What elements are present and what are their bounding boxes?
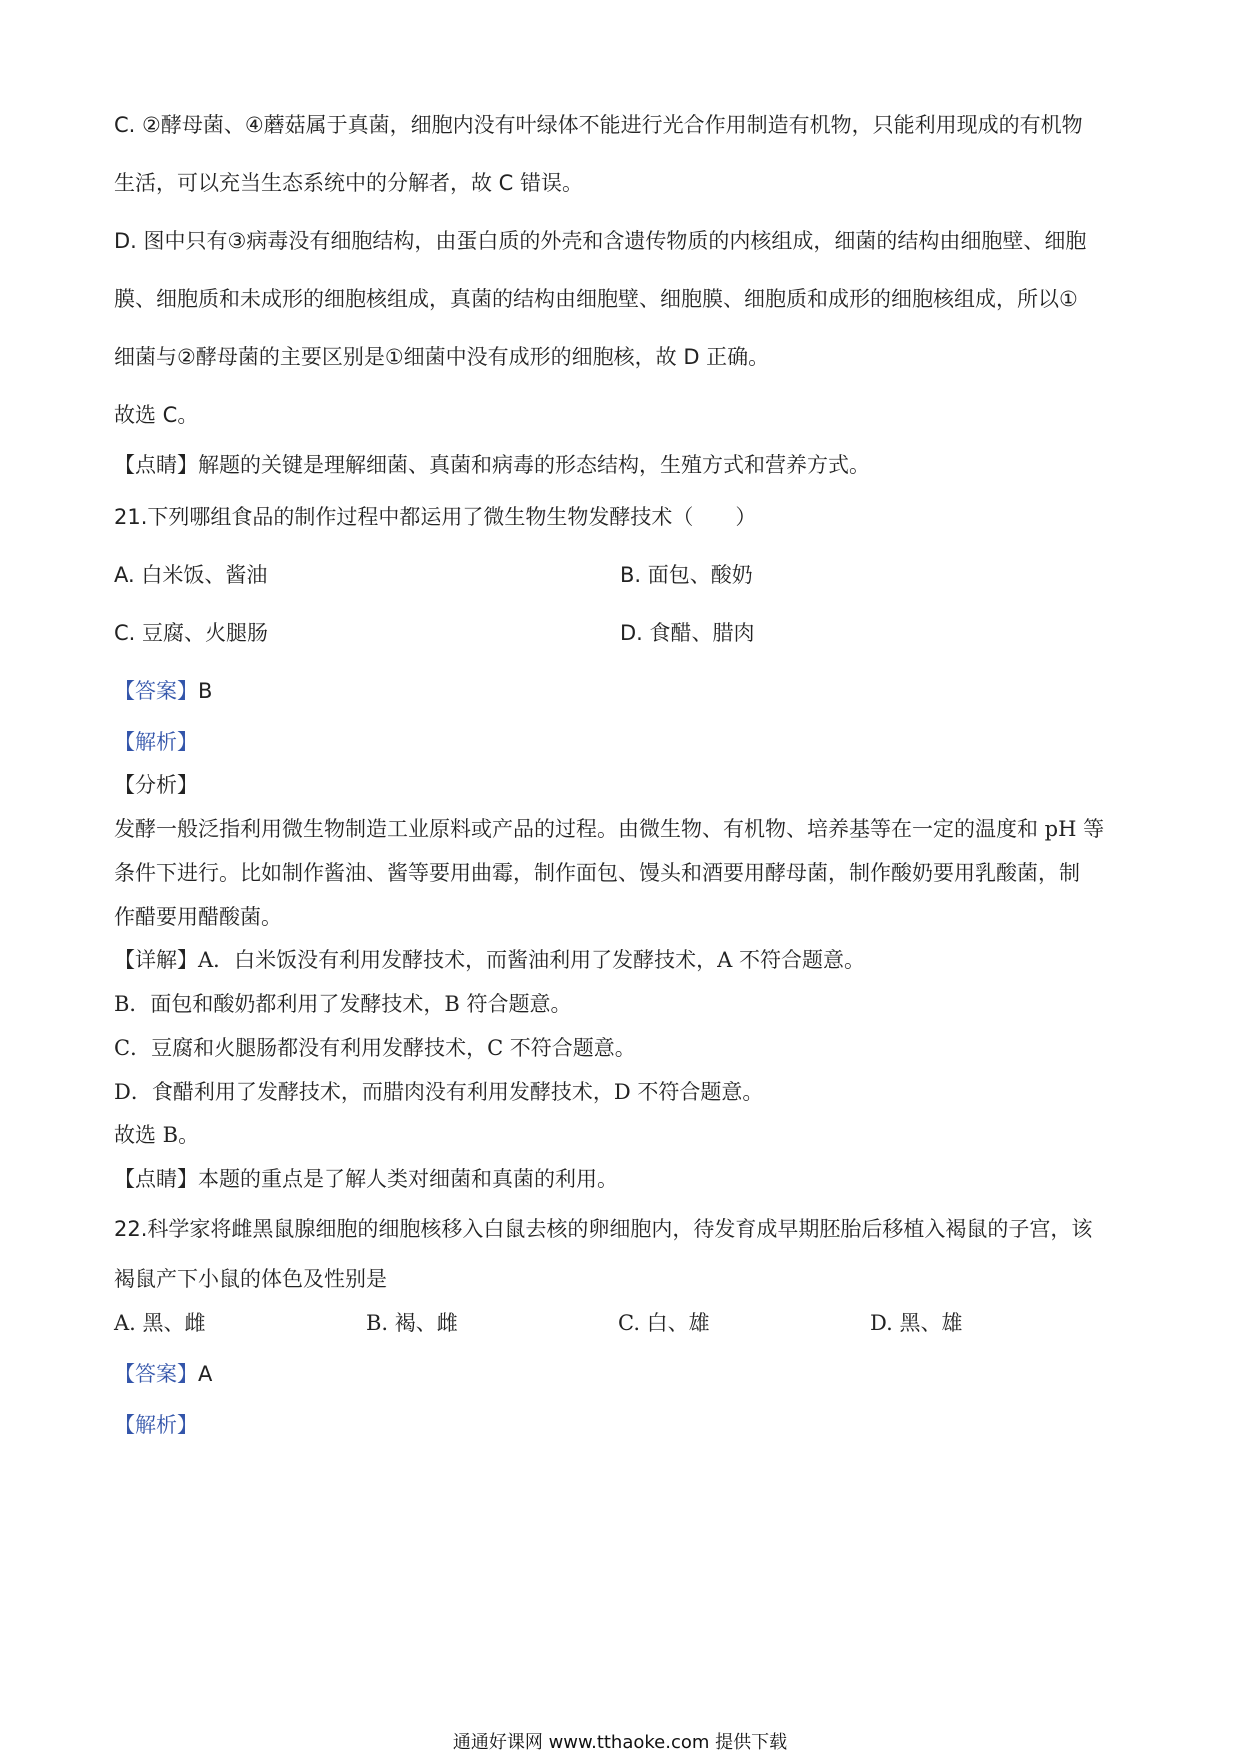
question-21-stem: 21.下列哪组食品的制作过程中都运用了微生物生物发酵技术（ ） — [114, 505, 757, 529]
page-footer: 通通好课网 www.tthaoke.com 提供下载 — [452, 1732, 788, 1753]
answer-tag: 【答案】 — [114, 679, 198, 703]
question-22-stem: 22.科学家将雌黑鼠腺细胞的细胞核移入白鼠去核的卵细胞内，待发育成早期胚胎后移植入褐鼠的子宫，该 — [114, 1217, 1093, 1241]
q21-option-c: C. 豆腐、火腿肠 — [114, 621, 269, 645]
analysis-tag: 【解析】 — [114, 1413, 198, 1437]
fenxi-line: 作醋要用醋酸菌。 — [114, 905, 282, 929]
fenxi-line: 条件下进行。比如制作酱油、酱等要用曲霉，制作面包、馒头和酒要用酵母菌，制作酸奶要用乳酸菌，制 — [114, 861, 1080, 885]
answer-value: A — [198, 1362, 213, 1386]
q21-option-b: B. 面包、酸奶 — [620, 563, 753, 587]
detail-line: 故选 B。 — [114, 1123, 200, 1147]
detail-line: B．面包和酸奶都利用了发酵技术，B 符合题意。 — [114, 992, 572, 1016]
q21-answer-line — [114, 676, 1134, 706]
detail-line: D．食醋利用了发酵技术，而腊肉没有利用发酵技术，D 不符合题意。 — [114, 1080, 764, 1104]
q22-option-d: D. 黑、雄 — [870, 1311, 963, 1335]
dianjing-line: 【点睛】解题的关键是理解细菌、真菌和病毒的形态结构，生殖方式和营养方式。 — [114, 453, 870, 477]
text-line: D. 图中只有③病毒没有细胞结构，由蛋白质的外壳和含遗传物质的内核组成，细菌的结构由细胞壁、细胞 — [114, 229, 1087, 253]
fenxi-tag: 【分析】 — [114, 773, 198, 797]
answer-tag: 【答案】 — [114, 1362, 198, 1386]
answer-value: B — [198, 679, 213, 703]
text-line: C. ②酵母菌、④蘑菇属于真菌，细胞内没有叶绿体不能进行光合作用制造有机物，只能利用现成的有机物 — [114, 113, 1083, 137]
detail-line: 【详解】A．白米饭没有利用发酵技术，而酱油利用了发酵技术，A 不符合题意。 — [114, 948, 866, 972]
analysis-tag: 【解析】 — [114, 730, 198, 754]
fenxi-line: 发酵一般泛指利用微生物制造工业原料或产品的过程。由微生物、有机物、培养基等在一定的温度和 pH 等 — [114, 817, 1105, 841]
q21-option-a: A. 白米饭、酱油 — [114, 563, 268, 587]
q22-answer-line — [114, 1359, 1134, 1389]
text-line: 故选 C。 — [114, 403, 199, 427]
q21-option-d: D. 食醋、腊肉 — [620, 621, 755, 645]
text-line: 膜、细胞质和未成形的细胞核组成，真菌的结构由细胞壁、细胞膜、细胞质和成形的细胞核组成，所以① — [114, 287, 1078, 311]
detail-line: C．豆腐和火腿肠都没有利用发酵技术，C 不符合题意。 — [114, 1036, 636, 1060]
dianjing-line: 【点睛】本题的重点是了解人类对细菌和真菌的利用。 — [114, 1167, 618, 1191]
q22-option-b: B. 褐、雌 — [366, 1311, 458, 1335]
text-line: 细菌与②酵母菌的主要区别是①细菌中没有成形的细胞核，故 D 正确。 — [114, 345, 770, 369]
text-line: 生活，可以充当生态系统中的分解者，故 C 错误。 — [114, 171, 584, 195]
q22-option-c: C. 白、雄 — [618, 1311, 710, 1335]
q22-option-a: A. 黑、雌 — [114, 1311, 206, 1335]
question-22-stem: 褐鼠产下小鼠的体色及性别是 — [114, 1267, 387, 1291]
